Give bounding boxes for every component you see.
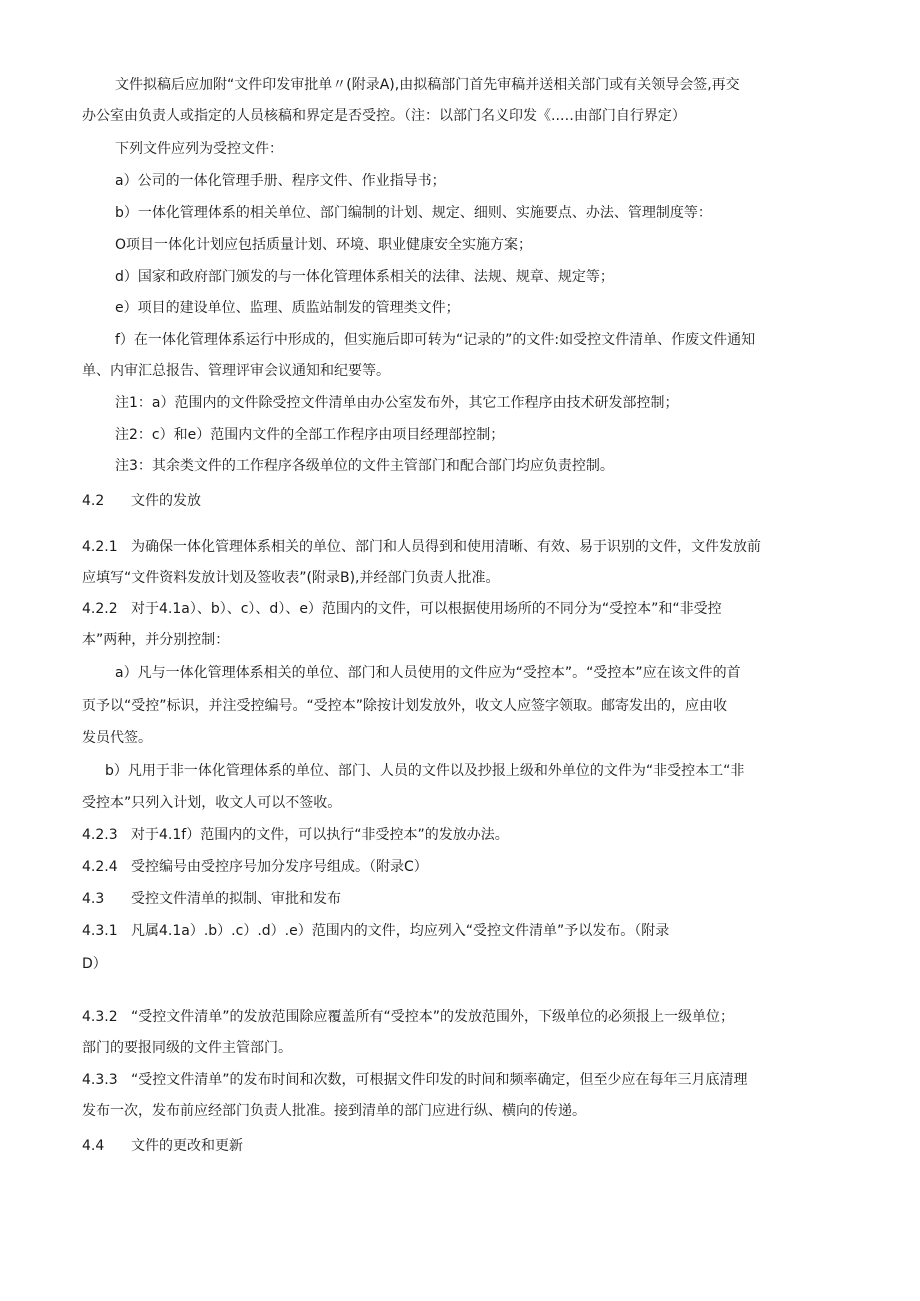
section-number: 4.2 bbox=[82, 493, 105, 509]
clause-4-3-3-cont: 发布一次，发布前应经部门负责人批准。接到清单的部门应进行纵、横向的传递。 bbox=[82, 1103, 586, 1119]
section-number: 4.4 bbox=[82, 1138, 105, 1154]
note-2: 注2：c）和e）范围内文件的全部工作程序由项目经理部控制； bbox=[115, 427, 505, 443]
list-item-c: O项目一体化计划应包括质量计划、环境、职业健康安全实施方案； bbox=[115, 237, 533, 253]
note-1: 注1：a）范围内的文件除受控文件清单由办公室发布外，其它工作程序由技术研发部控制； bbox=[115, 395, 679, 411]
section-heading-4-2 bbox=[82, 486, 842, 518]
approval-form-paragraph bbox=[82, 70, 875, 102]
clause-4-2-2 bbox=[82, 594, 842, 626]
list-item-b: b）一体化管理体系的相关单位、部门编制的计划、规定、细则、实施要点、办法、管理制度等： bbox=[115, 205, 712, 221]
clause-4-2-1 bbox=[82, 532, 842, 564]
clause-4-3-3 bbox=[82, 1065, 842, 1097]
section-heading-4-3 bbox=[82, 884, 842, 916]
note-3: 注3：其余类文件的工作程序各级单位的文件主管部门和配合部门均应负责控制。 bbox=[115, 458, 614, 474]
clause-4-2-2-a-cont2: 发员代签。 bbox=[82, 730, 152, 746]
clause-text: 受控编号由受控序号加分发序号组成。（附录C） bbox=[131, 859, 428, 875]
clause-4-2-2-cont: 本”两种，并分别控制： bbox=[82, 632, 230, 648]
approval-form-paragraph-cont bbox=[82, 101, 842, 133]
clause-text: “受控文件清单”的发布时间和次数，可根据文件印发的时间和频率确定，但至少应在每年三月底清理 bbox=[131, 1072, 748, 1088]
clause-number: 4.3.1 bbox=[82, 923, 118, 939]
list-item-e: e）项目的建设单位、监理、质监站制发的管理类文件； bbox=[115, 300, 460, 316]
clause-4-2-3 bbox=[82, 820, 842, 852]
list-item-d: d）国家和政府部门颁发的与一体化管理体系相关的法律、法规、规章、规定等； bbox=[115, 269, 614, 285]
text-line: 文件拟稿后应加附“文件印发审批单〃(附录A),由拟稿部门首先审稿并送相关部门或有关领导会签,再交 bbox=[115, 77, 740, 93]
list-item-f: f）在一体化管理体系运行中形成的，但实施后即可转为“记录的”的文件:如受控文件清单、作废文件通知 bbox=[115, 332, 756, 348]
section-title: 文件的发放 bbox=[131, 493, 201, 509]
clause-number: 4.3.3 bbox=[82, 1072, 118, 1088]
clause-text: 为确保一体化管理体系相关的单位、部门和人员得到和使用清晰、有效、易于识别的文件，文件发放前 bbox=[131, 539, 761, 555]
clause-number: 4.2.4 bbox=[82, 859, 118, 875]
controlled-files-intro: 下列文件应列为受控文件： bbox=[115, 141, 283, 157]
clause-text: 对于4.1f）范围内的文件，可以执行“非受控本”的发放办法。 bbox=[131, 827, 509, 843]
section-heading-4-4 bbox=[82, 1131, 842, 1163]
section-title: 受控文件清单的拟制、审批和发布 bbox=[131, 891, 341, 907]
clause-4-3-2-cont: 部门的要报同级的文件主管部门。 bbox=[82, 1040, 292, 1056]
clause-4-2-2-a-cont: 页予以“受控”标识，并注受控编号。“受控本”除按计划发放外，收文人应签字领取。邮寄发出的，应由收 bbox=[82, 698, 728, 714]
clause-4-3-2 bbox=[82, 1002, 842, 1034]
clause-4-2-2-b-cont: 受控本”只列入计划，收文人可以不签收。 bbox=[82, 795, 342, 811]
clause-number: 4.2.3 bbox=[82, 827, 118, 843]
list-item-f-cont: 单、内审汇总报告、管理评审会议通知和纪要等。 bbox=[82, 363, 390, 379]
section-title: 文件的更改和更新 bbox=[131, 1138, 243, 1154]
clause-text: “受控文件清单”的发放范围除应覆盖所有“受控本”的发放范围外，下级单位的必须报上一级单位； bbox=[131, 1009, 735, 1025]
clause-number: 4.2.2 bbox=[82, 601, 118, 617]
clause-number: 4.3.2 bbox=[82, 1009, 118, 1025]
clause-text: 对于4.1a）、b）、c）、d）、e）范围内的文件，可以根据使用场所的不同分为“受控本”和“非受控 bbox=[131, 601, 722, 617]
clause-number: 4.2.1 bbox=[82, 539, 118, 555]
clause-4-2-1-cont: 应填写“文件资料发放计划及签收表”(附录B),并经部门负责人批准。 bbox=[82, 570, 500, 586]
clause-4-2-2-b: b）凡用于非一体化管理体系的单位、部门、人员的文件以及抄报上级和外单位的文件为“非受控本工“非 bbox=[105, 763, 745, 779]
clause-4-2-2-a: a）凡与一体化管理体系相关的单位、部门和人员使用的文件应为“受控本”。“受控本”应在该文件的首 bbox=[115, 665, 741, 681]
clause-text: 凡属4.1a）.b）.c）.d）.e）范围内的文件，均应列入“受控文件清单”予以发布。（附录 bbox=[131, 923, 670, 939]
section-number: 4.3 bbox=[82, 891, 105, 907]
clause-4-2-4 bbox=[82, 852, 842, 884]
text-line: 办公室由负责人或指定的人员核稿和界定是否受控。（注：以部门名义印发《..…由部门自行界定） bbox=[82, 108, 686, 124]
clause-4-3-1-cont: D） bbox=[82, 956, 107, 972]
clause-4-3-1 bbox=[82, 916, 842, 948]
list-item-a: a）公司的一体化管理手册、程序文件、作业指导书； bbox=[115, 173, 446, 189]
